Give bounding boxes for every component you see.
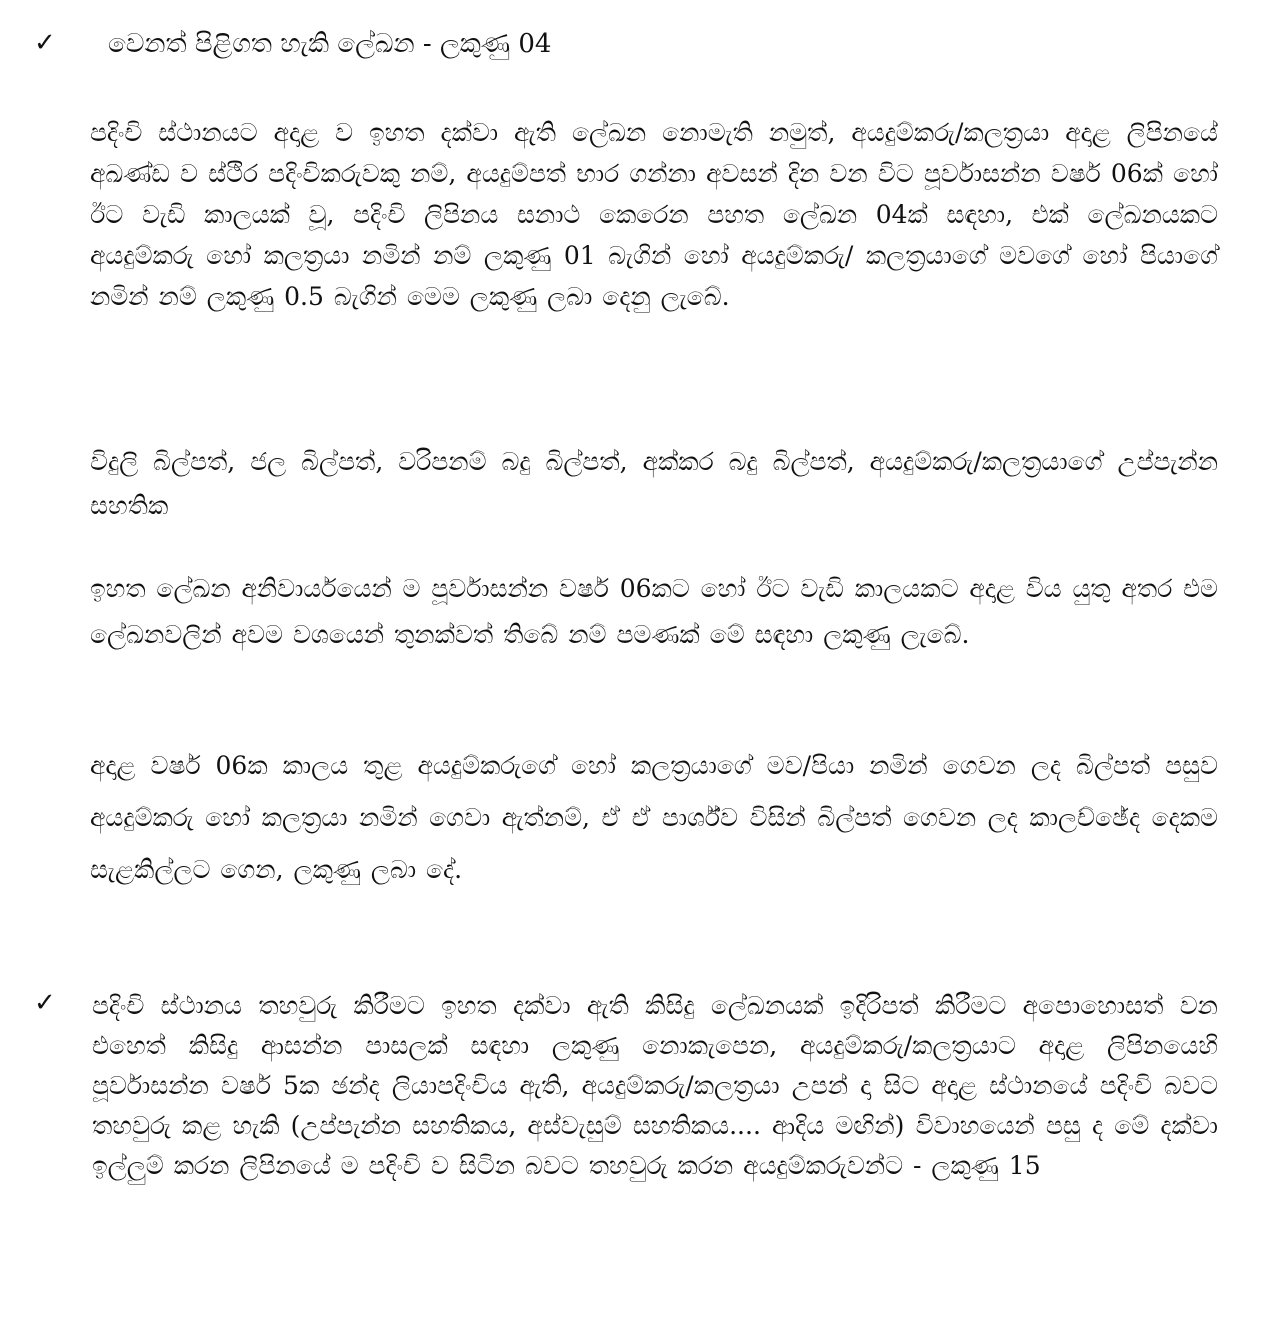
paragraph-alternative-proof: පදිංචි ස්ථානය තහවුරු කිරීමට ඉහත දක්වා ඇති කිසිදු ලේඛනයක් ඉදිරිපත් කිරීමට අපොහොසත් වන එහෙත් කිසිදු ආසන්න පාසලක් සඳහා ලකුණු නොකැපෙන, අයදුම්කරු/කලත්‍රයාට අදාළ ලිපිනයෙහි පූර්වාසන්න වර්ෂ 5ක ඡන්ද ලියාපදිංචිය ඇති, අයදුම්කරු/කලත්‍රයා උපන් දා සිට අදාළ ස්ථානයේ පදිංචි බවට තහවුරු කළ හැකි (උප්පැන්න සහතිකය, අස්වැසුම් සහතිකය.... ආදිය මඟින්) විවාහයෙන් පසු ද මේ දක්වා ඉල්ලුම් කරන ලිපිනයේ ම පදිංචි ව සිටින බවට තහවුරු කරන අයදුම්කරුවන්ට - ලකුණු 15 [92, 991, 1218, 1180]
check-mark-icon: ✓ [34, 988, 56, 1018]
paragraph-parent-bills: අදාළ වර්ෂ 06ක කාලය තුළ අයදුම්කරුගේ හෝ කලත්‍රයාගේ මව/පියා නමින් ගෙවන ලද බිල්පත් පසුව අයදුම්කරු හෝ කලත්‍රයා නමින් ගෙවා ඇත්නම්, ඒ ඒ පාර්ශ්ව විසින් බිල්පත් ගෙවන ලද කාලච්ඡේද දෙකම සැළකිල්ලට ගෙන, ලකුණු ලබා දේ. [90, 751, 1218, 884]
section-heading: වෙනත් පිළිගත හැකි ලේඛන - ලකුණු 04 [108, 29, 552, 59]
check-mark-icon: ✓ [34, 28, 56, 58]
paragraph-residence-documents: පදිංචි ස්ථානයට අදාළ ව ඉහත දක්වා ඇති ලේඛන නොමැති නමුත්, අයදුම්කරු/කලත්‍රයා අදාළ ලිපිනයේ අඛණ්ඩ ව ස්ථිර පදිංචිකරුවකු නම්, අයදුම්පත් භාර ගන්නා අවසන් දින වන විට පූර්වාසන්න වර්ෂ 06ක් හෝ ඊට වැඩි කාලයක් වූ, පදිංචි ලිපිනය සනාථ කෙරෙන පහත ලේඛන 04ක් සඳහා, එක් ලේඛනයකට අයදුම්කරු හෝ කලත්‍රයා නමින් නම් ලකුණු 01 බැගින් හෝ අයදුම්කරු/ කලත්‍රයාගේ මවගේ හෝ පියාගේ නමින් නම් ලකුණු 0.5 බැගින් මෙම ලකුණු ලබා දෙනු ලැබේ. [90, 118, 1218, 311]
paragraph-mandatory-period: ඉහත ලේඛන අනිවාර්යයෙන් ම පූර්වාසන්න වර්ෂ 06කට හෝ ඊට වැඩි කාලයකට අදාළ විය යුතු අතර එම ලේඛනවලින් අවම වශයෙන් තුනක්වත් තිබේ නම් පමණක් මේ සඳහා ලකුණු ලැබේ. [90, 574, 1218, 649]
paragraph-document-list: විදුලි බිල්පත්, ජල බිල්පත්, වරිපනම් බදු බිල්පත්, අක්කර බදු බිල්පත්, අයදුම්කරු/කලත්‍රයාගේ උප්පැන්න සහතික [90, 447, 1218, 520]
